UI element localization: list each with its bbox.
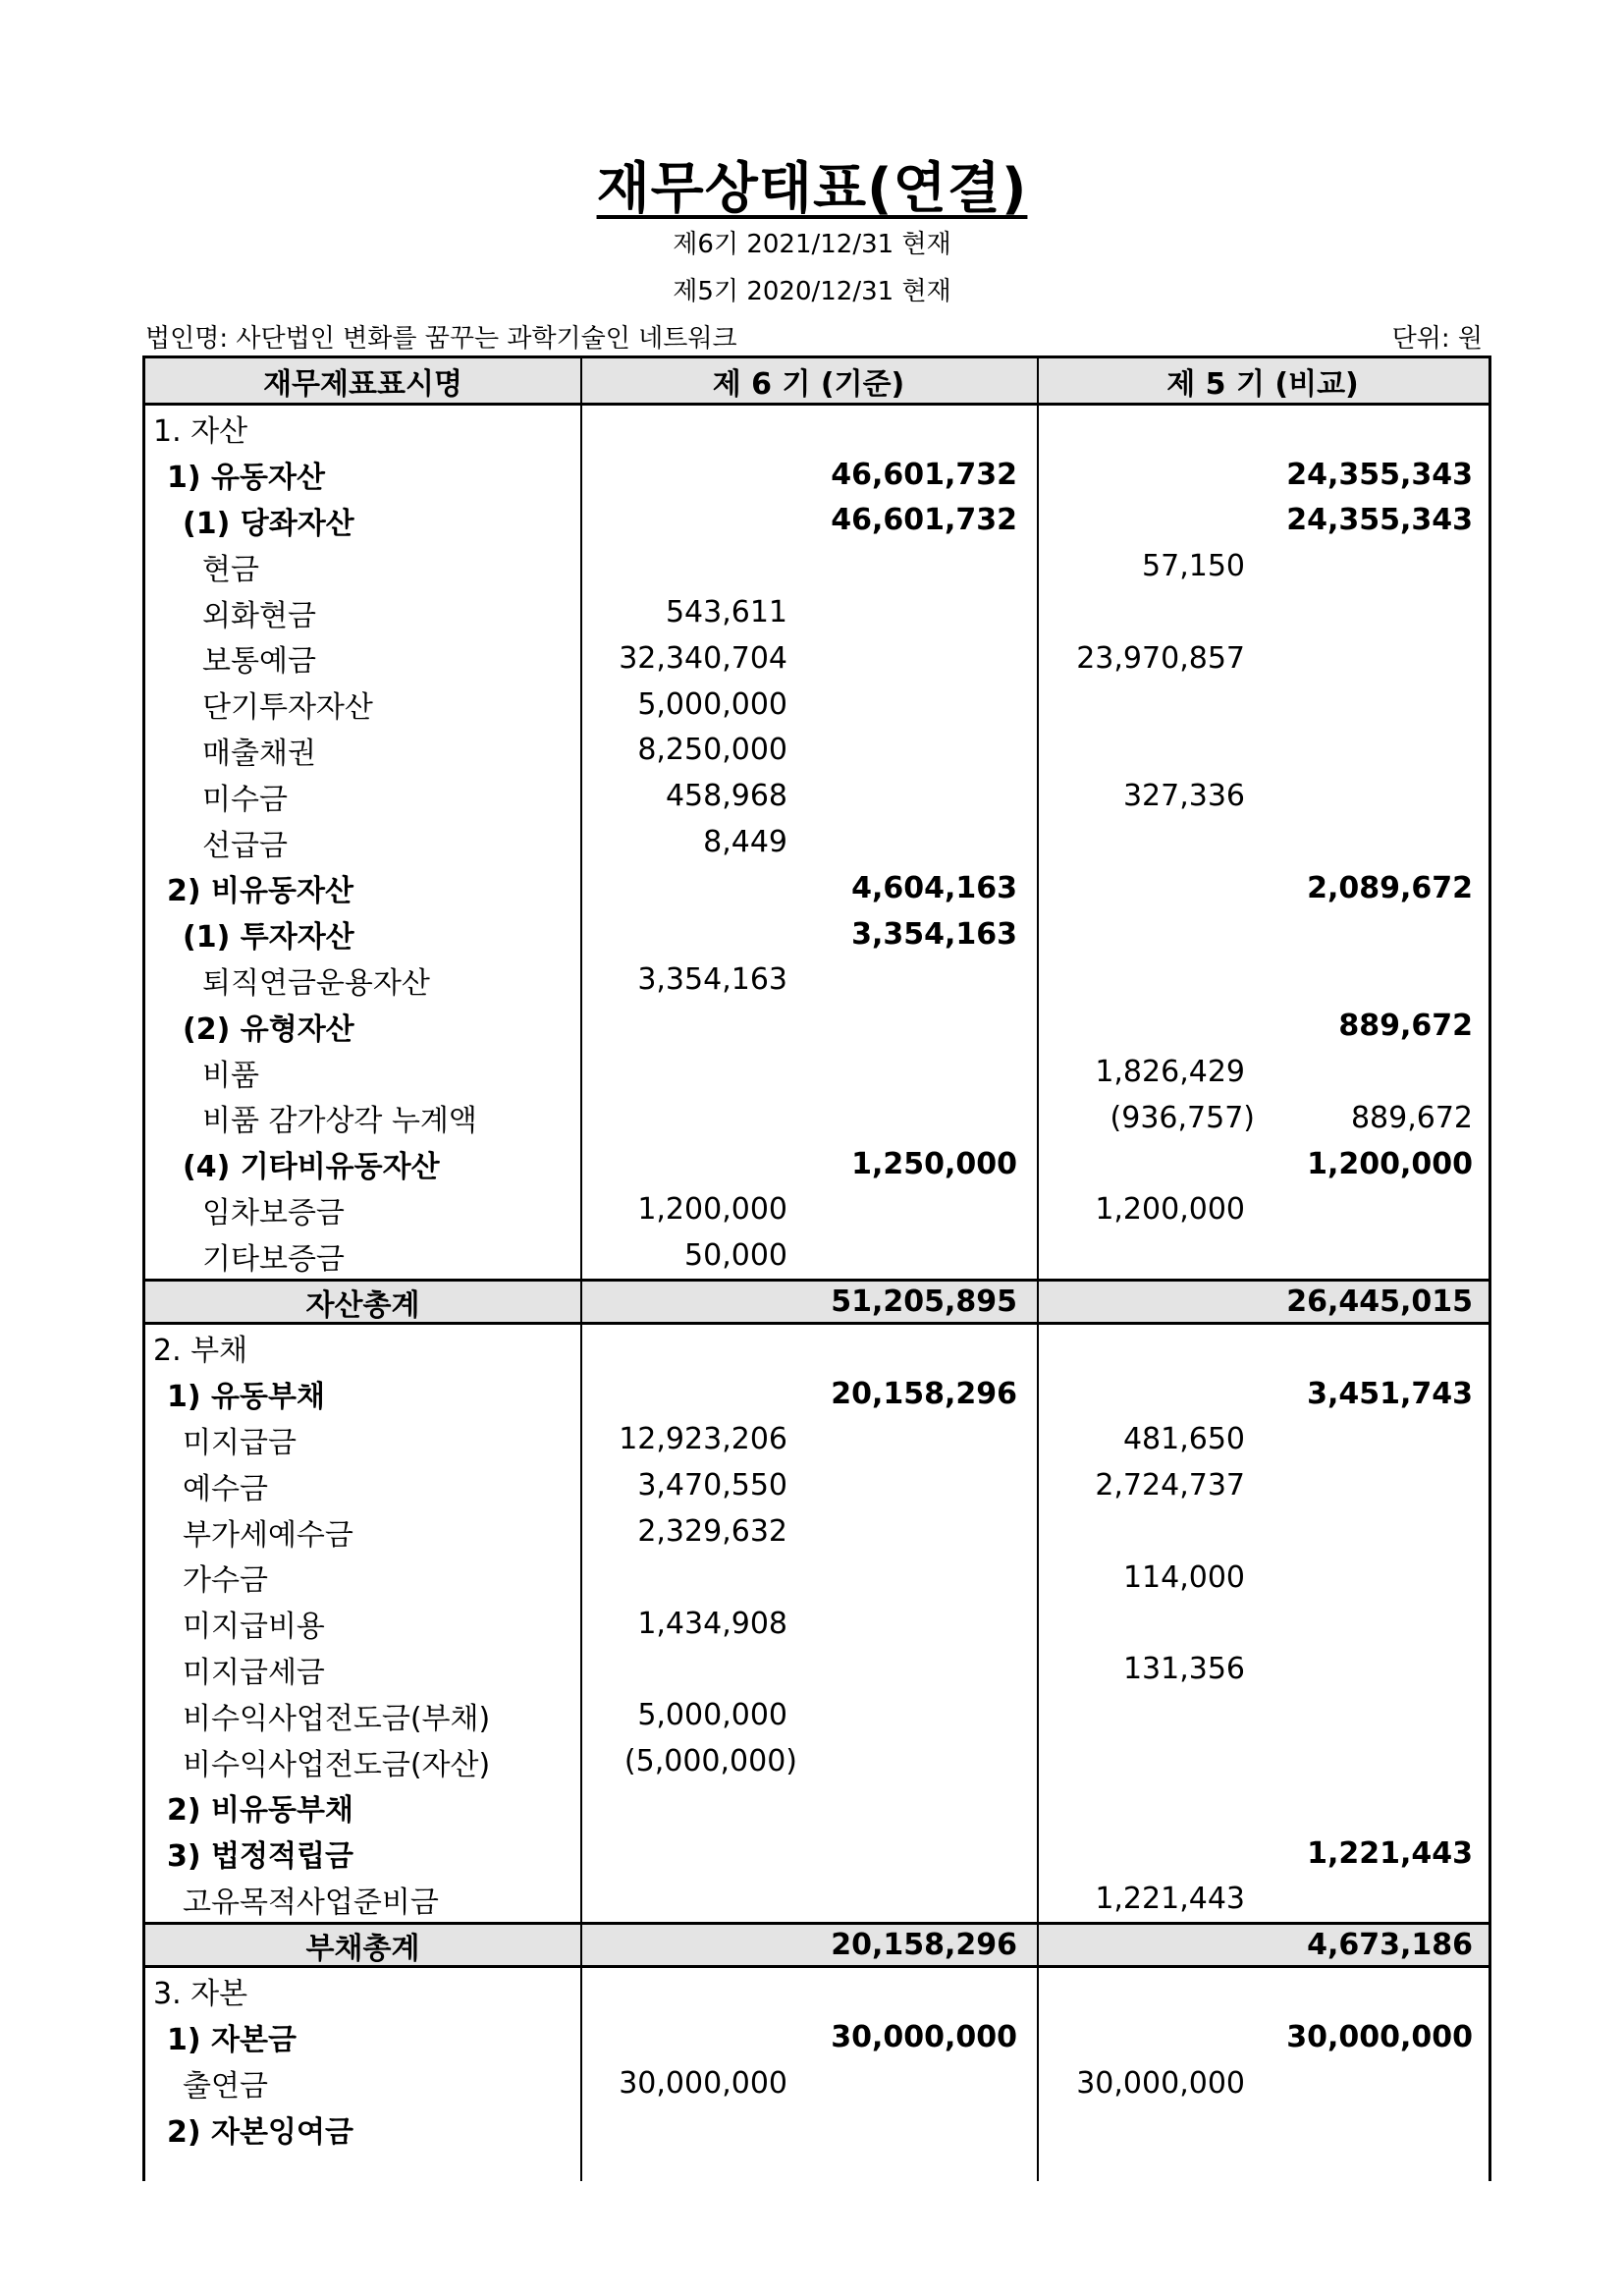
account-label: 단기투자자산 <box>202 690 373 726</box>
table-row <box>145 865 1489 911</box>
amount-c4: 889,672 <box>1350 1100 1473 1135</box>
table-row <box>145 728 1489 774</box>
account-label: 2. 부채 <box>153 1334 248 1369</box>
amount-c3: (936,757) <box>1110 1100 1255 1135</box>
amount-c3: 114,000 <box>1122 1559 1245 1595</box>
account-label: (2) 유형자산 <box>183 1011 354 1047</box>
table-row <box>145 957 1489 1004</box>
amount-c1: 458,968 <box>665 779 787 814</box>
table-continuation <box>145 2152 1489 2181</box>
account-label: 미지급금 <box>183 1425 297 1460</box>
account-label: 2) 비유동부채 <box>167 1793 353 1829</box>
table-row <box>145 1417 1489 1463</box>
account-label: 미지급비용 <box>183 1610 325 1645</box>
corporation-name: 법인명: 사단법인 변화를 꿈꾸는 과학기술인 네트워크 <box>145 324 737 354</box>
amount-c1: 50,000 <box>684 1238 787 1274</box>
amount-c2: 3,354,163 <box>851 916 1017 952</box>
period-current: 제6기 2021/12/31 현재 <box>673 230 951 259</box>
table-row <box>145 773 1489 819</box>
amount-c1: 2,329,632 <box>637 1514 787 1550</box>
header-account-name: 재무제표표시명 <box>263 366 462 402</box>
account-label: 퇴직연금운용자산 <box>202 965 430 1001</box>
amount-c1: 12,923,206 <box>619 1422 787 1457</box>
amount-c2: 51,205,895 <box>831 1285 1017 1320</box>
table-row <box>145 1462 1489 1508</box>
account-label: 2) 자본잉여금 <box>167 2114 353 2150</box>
amount-c2: 46,601,732 <box>831 503 1017 538</box>
table-row <box>145 1232 1489 1279</box>
amount-c1: 32,340,704 <box>619 640 787 676</box>
amount-c1: 3,470,550 <box>637 1468 787 1503</box>
account-label: 3) 법정적립금 <box>167 1839 353 1875</box>
table-header <box>145 358 1489 406</box>
total-row <box>145 1922 1489 1968</box>
account-label: 부가세예수금 <box>183 1517 353 1553</box>
amount-c3: 481,650 <box>1122 1422 1245 1457</box>
amount-c1: 543,611 <box>665 595 787 630</box>
table-row <box>145 1371 1489 1417</box>
table-row <box>145 1831 1489 1877</box>
amount-c2: 1,250,000 <box>851 1146 1017 1181</box>
table-row <box>145 1784 1489 1831</box>
account-label: 미지급세금 <box>183 1655 325 1690</box>
account-label: (4) 기타비유동자산 <box>183 1150 440 1185</box>
account-label: 보통예금 <box>202 644 316 680</box>
table-row <box>145 1508 1489 1555</box>
amount-c1: (5,000,000) <box>623 1744 797 1778</box>
table-row <box>145 2105 1489 2152</box>
table-row <box>145 452 1489 498</box>
account-label: 현금 <box>202 552 259 587</box>
account-label: (1) 당좌자산 <box>183 506 354 541</box>
table-row <box>145 819 1489 865</box>
amount-c1: 5,000,000 <box>637 1698 787 1733</box>
balance-sheet-table <box>142 355 1491 2181</box>
table-row <box>145 1877 1489 1923</box>
account-label: 부채총계 <box>305 1931 420 1966</box>
account-label: (1) 투자자산 <box>183 920 354 956</box>
account-label: 선급금 <box>202 828 288 863</box>
amount-c3: 1,221,443 <box>1095 1882 1245 1917</box>
total-row <box>145 1279 1489 1325</box>
amount-c4: 1,221,443 <box>1307 1835 1473 1871</box>
table-row <box>145 1738 1489 1784</box>
amount-c4: 3,451,743 <box>1307 1376 1473 1411</box>
table-row <box>145 1601 1489 1647</box>
amount-c1: 5,000,000 <box>637 686 787 722</box>
amount-c2: 20,158,296 <box>831 1928 1017 1963</box>
amount-c2: 46,601,732 <box>831 457 1017 492</box>
account-label: 비품 <box>202 1058 259 1093</box>
amount-c3: 327,336 <box>1122 779 1245 814</box>
amount-c1: 1,200,000 <box>637 1192 787 1228</box>
account-label: 고유목적사업준비금 <box>183 1885 439 1920</box>
table-row <box>145 1555 1489 1601</box>
currency-unit: 단위: 원 <box>1391 324 1483 354</box>
amount-c1: 8,250,000 <box>637 733 787 768</box>
table-row <box>145 1003 1489 1049</box>
amount-c3: 131,356 <box>1122 1652 1245 1687</box>
account-label: 임차보증금 <box>202 1195 345 1230</box>
amount-c1: 3,354,163 <box>637 962 787 998</box>
table-row <box>145 1692 1489 1738</box>
period-prior: 제5기 2020/12/31 현재 <box>673 277 951 306</box>
amount-c2: 4,604,163 <box>851 870 1017 905</box>
amount-c3: 30,000,000 <box>1076 2065 1245 2101</box>
amount-c3: 1,826,429 <box>1095 1055 1245 1090</box>
table-row <box>145 1095 1489 1141</box>
table-row <box>145 682 1489 728</box>
table-row <box>145 1049 1489 1095</box>
amount-c3: 1,200,000 <box>1095 1192 1245 1228</box>
table-row <box>145 1647 1489 1693</box>
document-title: 재무상태표(연결) <box>596 157 1028 221</box>
table-row <box>145 1141 1489 1187</box>
account-label: 매출채권 <box>202 736 316 771</box>
account-label: 가수금 <box>183 1563 268 1599</box>
account-label: 1) 유동부채 <box>167 1380 325 1415</box>
amount-c1: 1,434,908 <box>637 1606 787 1641</box>
table-row <box>145 589 1489 635</box>
amount-c4: 24,355,343 <box>1286 503 1473 538</box>
amount-c3: 2,724,737 <box>1095 1468 1245 1503</box>
table-row <box>145 406 1489 452</box>
amount-c4: 26,445,015 <box>1286 1285 1473 1320</box>
amount-c3: 57,150 <box>1142 549 1245 584</box>
account-label: 기타보증금 <box>202 1241 345 1277</box>
header-current-period: 제 6 기 (기준) <box>712 366 905 402</box>
table-row <box>145 911 1489 957</box>
table-row <box>145 543 1489 589</box>
account-label: 비품 감가상각 누계액 <box>202 1104 477 1139</box>
account-label: 비수익사업전도금(자산) <box>183 1747 491 1782</box>
amount-c3: 23,970,857 <box>1076 640 1245 676</box>
amount-c4: 889,672 <box>1338 1009 1473 1044</box>
account-label: 1) 자본금 <box>167 2023 297 2058</box>
amount-c1: 8,449 <box>703 825 787 860</box>
amount-c4: 1,200,000 <box>1307 1146 1473 1181</box>
account-label: 2) 비유동자산 <box>167 874 353 909</box>
amount-c4: 4,673,186 <box>1307 1928 1473 1963</box>
table-row <box>145 498 1489 544</box>
amount-c2: 30,000,000 <box>831 2019 1017 2054</box>
account-label: 1. 자산 <box>153 414 248 450</box>
amount-c1: 30,000,000 <box>619 2065 787 2101</box>
account-label: 외화현금 <box>202 598 316 633</box>
header-prior-period: 제 5 기 (비교) <box>1166 366 1359 402</box>
table-row <box>145 2014 1489 2060</box>
table-row <box>145 1325 1489 1371</box>
account-label: 미수금 <box>202 782 288 817</box>
account-label: 예수금 <box>183 1471 268 1506</box>
amount-c4: 2,089,672 <box>1307 870 1473 905</box>
amount-c2: 20,158,296 <box>831 1376 1017 1411</box>
table-row <box>145 1187 1489 1233</box>
table-row <box>145 635 1489 682</box>
amount-c4: 30,000,000 <box>1286 2019 1473 2054</box>
amount-c4: 24,355,343 <box>1286 457 1473 492</box>
table-row <box>145 2060 1489 2106</box>
account-label: 출연금 <box>183 2069 268 2105</box>
account-label: 1) 유동자산 <box>167 461 325 496</box>
account-label: 자산총계 <box>305 1287 420 1323</box>
account-label: 3. 자본 <box>153 1977 248 2012</box>
account-label: 비수익사업전도금(부채) <box>183 1701 491 1736</box>
table-row <box>145 1968 1489 2014</box>
